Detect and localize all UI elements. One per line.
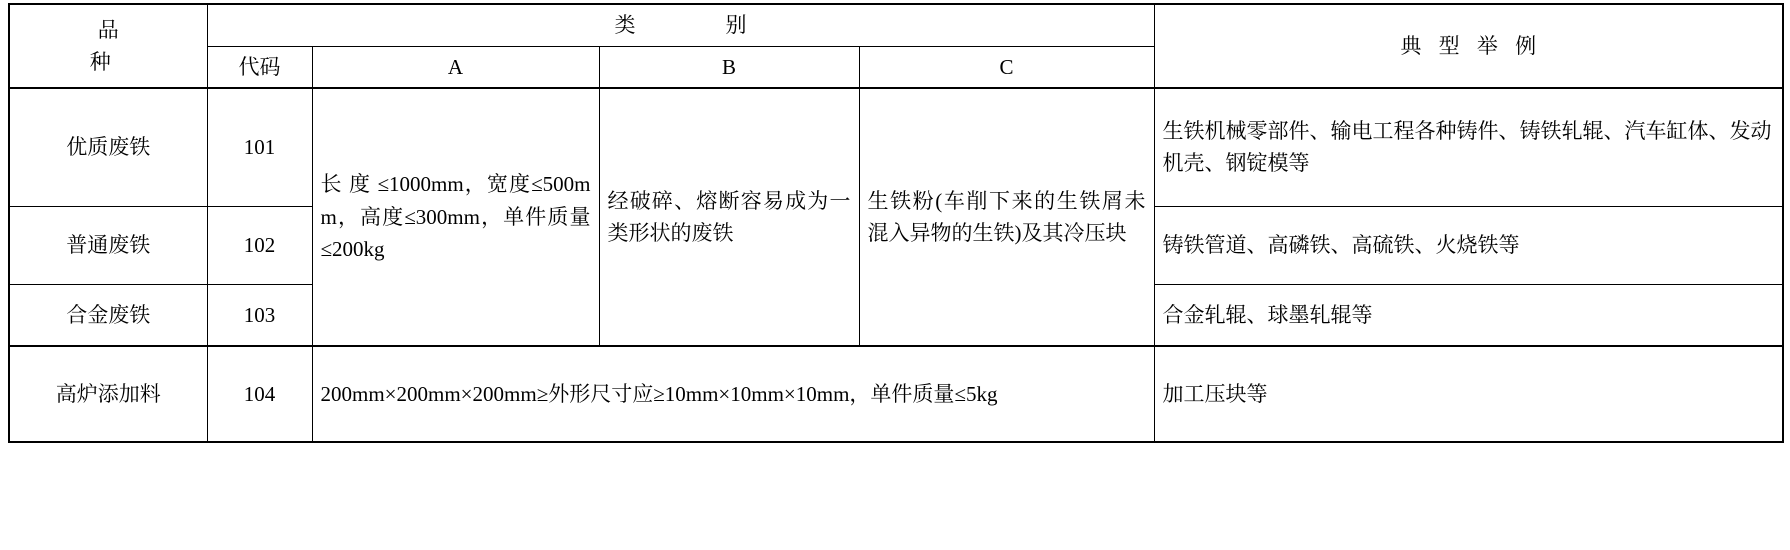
header-examples: 典 型 举 例 [1154,4,1783,88]
row-example-103: 合金轧辊、球墨轧辊等 [1154,284,1783,346]
row-kind-101: 优质废铁 [9,88,207,206]
category-a-description: 长 度 ≤1000mm，宽度≤500mm，高度≤300mm，单件质量≤200kg [312,88,599,346]
row-code-103: 103 [207,284,312,346]
header-col-b: B [599,46,859,88]
category-b-description: 经破碎、熔断容易成为一类形状的废铁 [599,88,859,346]
row-code-101: 101 [207,88,312,206]
row-104-specification: 200mm×200mm×200mm≥外形尺寸应≥10mm×10mm×10mm，单件质量≤5kg [312,346,1154,442]
category-c-description: 生铁粉(车削下来的生铁屑未混入异物的生铁)及其冷压块 [859,88,1154,346]
header-kind: 品 种 [9,4,207,88]
header-col-a: A [312,46,599,88]
row-code-104: 104 [207,346,312,442]
row-example-104: 加工压块等 [1154,346,1783,442]
header-code: 代码 [207,46,312,88]
row-code-102: 102 [207,206,312,284]
header-col-c: C [859,46,1154,88]
row-example-101: 生铁机械零部件、输电工程各种铸件、铸铁轧辊、汽车缸体、发动机壳、钢锭模等 [1154,88,1783,206]
table-sheet [0,3,1790,550]
row-kind-102: 普通废铁 [9,206,207,284]
scrap-iron-classification-table [8,3,1784,443]
table-row [9,88,1783,206]
table-header-row-1 [9,4,1783,46]
row-example-102: 铸铁管道、高磷铁、高硫铁、火烧铁等 [1154,206,1783,284]
row-kind-103: 合金废铁 [9,284,207,346]
table-row [9,346,1783,442]
row-kind-104: 高炉添加料 [9,346,207,442]
header-category-group: 类 别 [207,4,1154,46]
